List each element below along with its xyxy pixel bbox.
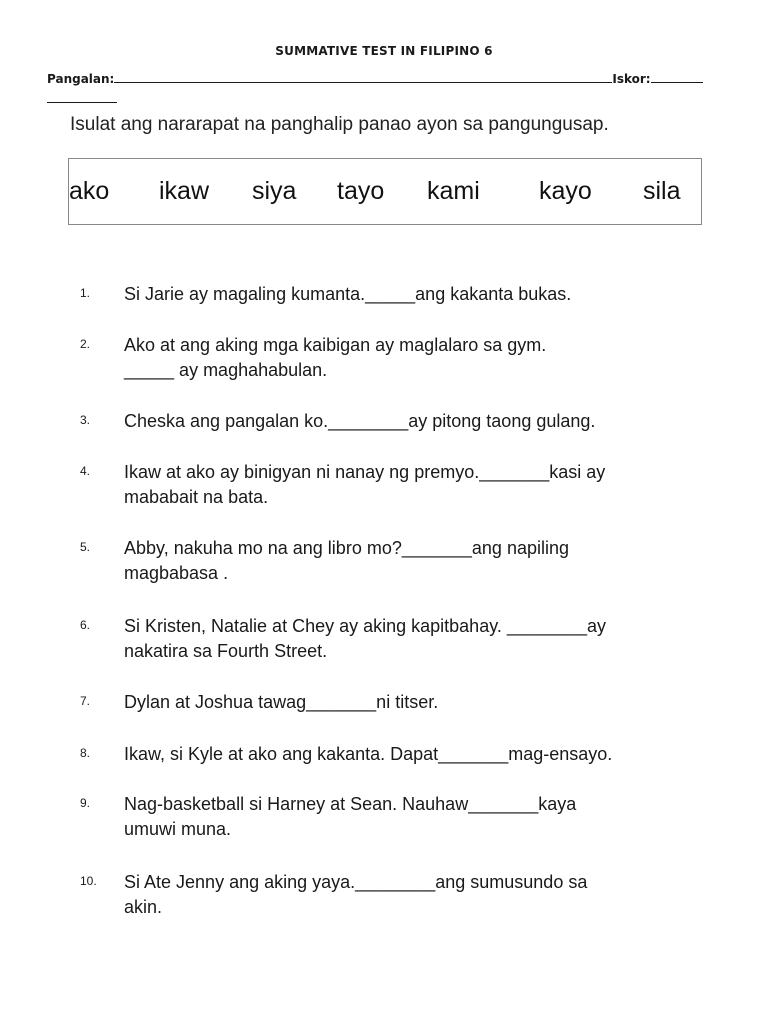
word-bank-item: kayo: [539, 177, 592, 205]
question-number: 1.: [80, 286, 91, 300]
instruction-text: Isulat ang nararapat na panghalip panao ayon sa pangungusap.: [70, 114, 609, 135]
name-label: Pangalan:: [47, 72, 115, 86]
question-number: 8.: [80, 746, 91, 760]
question-text: Ako at ang aking mga kaibigan ay maglalaro sa gym. _____ ay maghahabulan.: [124, 335, 547, 380]
score-label: Iskor:: [612, 72, 651, 86]
word-bank-item: kami: [427, 177, 480, 205]
name-blank[interactable]: [114, 69, 612, 83]
word-bank-item: tayo: [337, 177, 385, 205]
question-text: Dylan at Joshua tawag_______ni titser.: [124, 692, 439, 712]
question-text: Nag-basketball si Harney at Sean. Nauhaw_______kaya umuwi muna.: [124, 794, 577, 839]
score-blank[interactable]: [651, 69, 703, 83]
student-info-line: [47, 69, 727, 109]
question-number: 2.: [80, 337, 91, 351]
question-text: Cheska ang pangalan ko.________ay pitong taong gulang.: [124, 411, 596, 431]
test-title: SUMMATIVE TEST IN FILIPINO 6: [275, 44, 493, 58]
question-text: Si Ate Jenny ang aking yaya.________ang sumusundo sa akin.: [124, 872, 588, 917]
question-text: Ikaw, si Kyle at ako ang kakanta. Dapat_______mag-ensayo.: [124, 744, 613, 764]
word-bank-item: ako: [69, 177, 110, 205]
word-bank-box: [68, 158, 702, 225]
question-number: 10.: [80, 874, 97, 888]
question-number: 9.: [80, 796, 91, 810]
question-number: 7.: [80, 694, 91, 708]
question-number: 5.: [80, 540, 91, 554]
question-text: Si Jarie ay magaling kumanta._____ang kakanta bukas.: [124, 284, 572, 304]
question-text: Ikaw at ako ay binigyan ni nanay ng premyo._______kasi ay mababait na bata.: [124, 462, 606, 507]
question-number: 6.: [80, 618, 91, 632]
word-bank-item: siya: [252, 177, 297, 205]
question-number: 4.: [80, 464, 91, 478]
question-text: Abby, nakuha mo na ang libro mo?_______ang napiling magbabasa .: [124, 538, 569, 583]
word-bank-item: ikaw: [159, 177, 210, 205]
name-blank-continued[interactable]: [47, 89, 117, 103]
question-text: Si Kristen, Natalie at Chey ay aking kapitbahay. ________ay nakatira sa Fourth Street.: [124, 616, 606, 661]
word-bank-item: sila: [643, 177, 681, 205]
question-number: 3.: [80, 413, 91, 427]
